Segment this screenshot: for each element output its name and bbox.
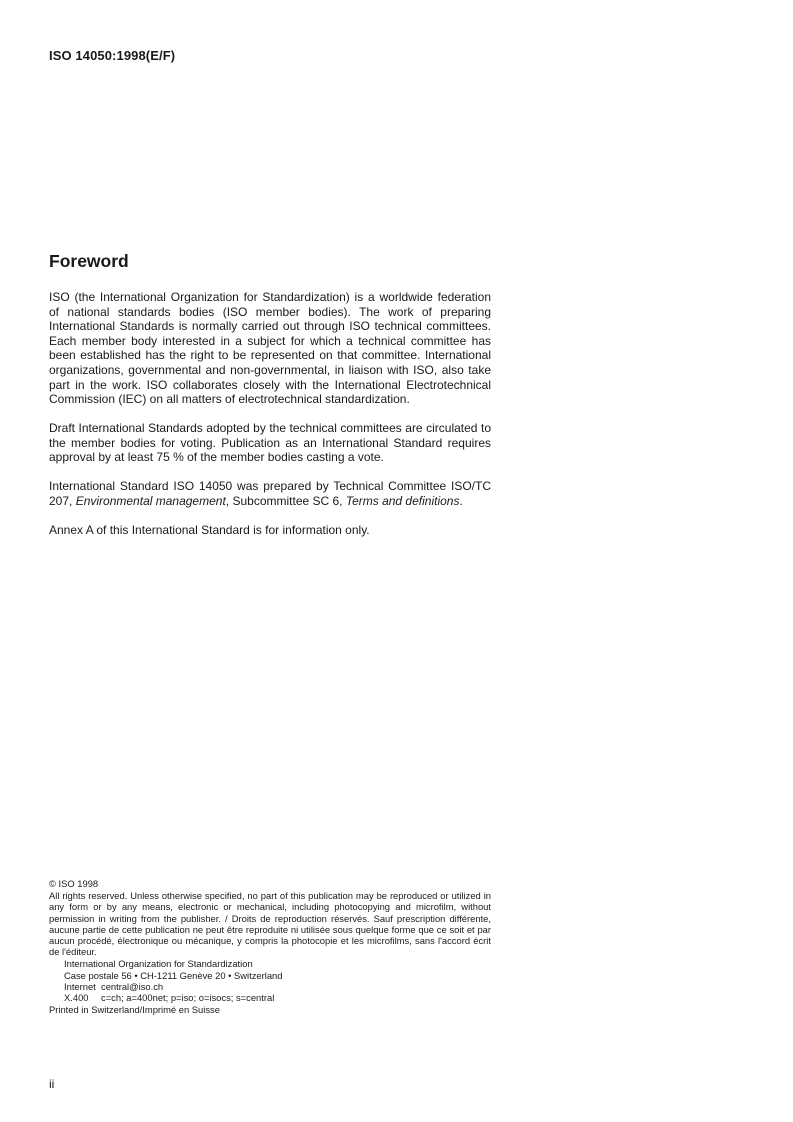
copyright-block — [49, 878, 491, 1015]
subcommittee-title: Terms and definitions — [345, 493, 460, 508]
foreword-paragraph-2: Draft International Standards adopted by the technical committees are circulated to the member bodies for voting. Publication as an International Standard requires approval by at least 75 % of the member bodies casting a vote. — [49, 421, 491, 465]
x400-row — [64, 992, 491, 1003]
copyright-line: © ISO 1998 — [49, 878, 99, 889]
printed-in: Printed in Switzerland/Imprimé en Suisse — [49, 1004, 220, 1016]
x400-label: X.400 — [64, 992, 89, 1004]
document-id-header: ISO 14050:1998(E/F) — [49, 48, 176, 63]
p3-text-a: International Standard ISO 14050 was prepared by Technical Committee ISO/TC 207, — [49, 479, 491, 508]
foreword-title: Foreword — [49, 251, 129, 271]
page-number: ii — [49, 1077, 55, 1091]
p3-text-c: , Subcommittee SC 6, — [225, 493, 346, 508]
foreword-paragraph-4: Annex A of this International Standard is for information only. — [49, 522, 370, 537]
internet-address: central@iso.ch — [101, 980, 164, 992]
foreword-paragraph-3 — [49, 479, 491, 508]
internet-label: Internet — [64, 980, 96, 992]
internet-row — [64, 981, 491, 992]
foreword-body — [49, 290, 491, 552]
x400-address: c=ch; a=400net; p=iso; o=isocs; s=central — [101, 992, 275, 1004]
foreword-paragraph-1: ISO (the International Organization for Standardization) is a worldwide federation of national standards bodies (ISO member bodies). The work of preparing International Standards is normally carried out through ISO technical committees. Each member body interested in a subject for which a technical committee has been established has the right to be represented on that committee. International organizations, governmental and non-governmental, in liaison with ISO, also take part in the work. ISO collaborates closely with the International Electrotechnical Commission (IEC) on all matters of electrotechnical standardization. — [49, 290, 491, 407]
rights-statement: All rights reserved. Unless otherwise specified, no part of this publication may be reproduced or utilized in any form or by any means, electronic or mechanical, including photocopying and microfilm, without permission in writing from the publisher. / Droits de reproduction réservés. Sauf prescription différente, aucune partie de cette publication ne peut être reproduite ni utilisée sous quelque forme que ce soit et par aucun procédé, électronique ou mécanique, y compris la photocopie et les microfilms, sans l'accord écrit de l'éditeur. — [49, 890, 491, 958]
organization-name: International Organization for Standardization — [64, 958, 253, 970]
postal-address: Case postale 56 • CH-1211 Genève 20 • Switzerland — [64, 969, 283, 981]
committee-title: Environmental management — [75, 493, 226, 508]
p3-text-e: . — [459, 493, 463, 508]
publisher-address — [64, 958, 491, 1003]
